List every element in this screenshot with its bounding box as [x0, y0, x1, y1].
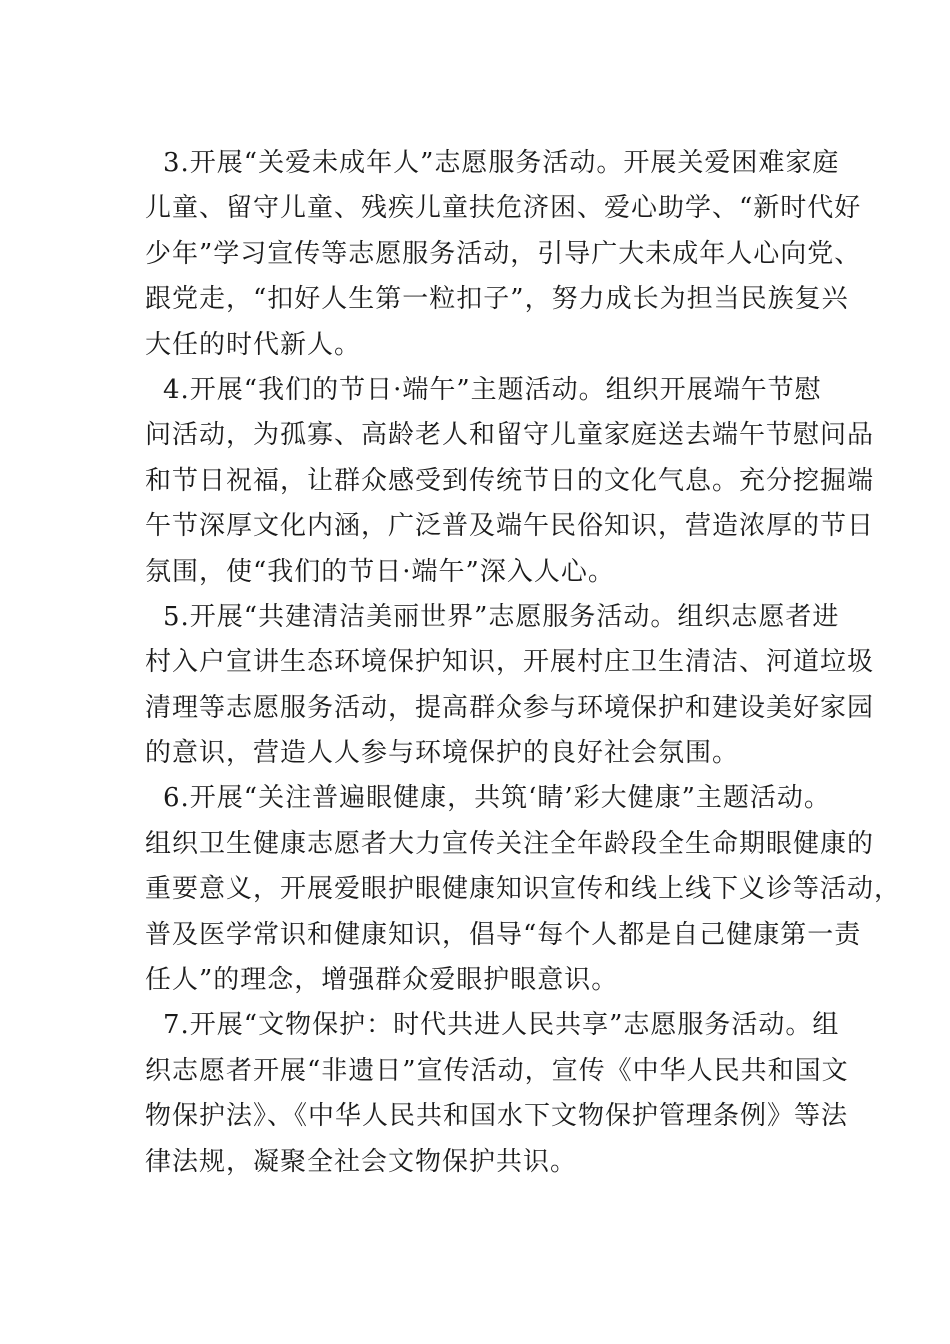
- text-line: 大任的时代新人。: [145, 329, 362, 360]
- text-line: 普及医学常识和健康知识，倡导“每个人都是自己健康第一责: [145, 919, 862, 950]
- text-line: 织志愿者开展“非遗日”宣传活动，宣传《中华人民共和国文: [145, 1055, 849, 1086]
- document-page: [145, 141, 902, 1185]
- text-line: 5.开展“共建清洁美丽世界”志愿服务活动。组织志愿者进: [163, 601, 840, 632]
- paragraph: [145, 595, 875, 777]
- text-line: 3.开展“关爱未成年人”志愿服务活动。开展关爱困难家庭: [163, 148, 840, 178]
- text-line: 律法规，凝聚全社会文物保护共识。: [145, 1146, 578, 1177]
- text-line: 跟党走，“扣好人生第一粒扣子”，努力成长为担当民族复兴: [145, 284, 849, 315]
- text-line: 和节日祝福，让群众感受到传统节日的文化气息。充分挖掘端: [145, 465, 875, 496]
- paragraph: [145, 1003, 849, 1185]
- text-line: 村入户宣讲生态环境保护知识，开展村庄卫生清洁、河道垃圾: [145, 647, 875, 678]
- text-line: 的意识，营造人人参与环境保护的良好社会氛围。: [145, 738, 740, 769]
- text-line: 氛围，使“我们的节日·端午”深入人心。: [145, 556, 615, 587]
- paragraph: [145, 368, 875, 595]
- paragraph: [145, 776, 902, 1003]
- paragraph: [145, 141, 862, 368]
- text-line: 问活动，为孤寡、高龄老人和留守儿童家庭送去端午节慰问品: [145, 420, 875, 451]
- text-line: 4.开展“我们的节日·端午”主题活动。组织开展端午节慰: [163, 374, 822, 405]
- text-line: 少年”学习宣传等志愿服务活动，引导广大未成年人心向党、: [145, 238, 862, 269]
- text-line: 清理等志愿服务活动，提高群众参与环境保护和建设美好家园: [145, 692, 875, 723]
- text-line: 7.开展“文物保护：时代共进人民共享”志愿服务活动。组: [163, 1010, 840, 1041]
- text-line: 任人”的理念，增强群众爱眼护眼意识。: [145, 965, 619, 996]
- text-line: 6.开展“关注普遍眼健康，共筑‘睛’彩大健康”主题活动。: [163, 783, 831, 814]
- text-line: 午节深厚文化内涵，广泛普及端午民俗知识，营造浓厚的节日: [145, 511, 875, 542]
- text-line: 物保护法》、《中华人民共和国水下文物保护管理条例》等法: [145, 1101, 849, 1132]
- text-line: 重要意义，开展爱眼护眼健康知识宣传和线上线下义诊等活动，: [145, 874, 902, 905]
- text-line: 组织卫生健康志愿者大力宣传关注全年龄段全生命期眼健康的: [145, 828, 875, 859]
- text-line: 儿童、留守儿童、残疾儿童扶危济困、爱心助学、“新时代好: [145, 193, 862, 224]
